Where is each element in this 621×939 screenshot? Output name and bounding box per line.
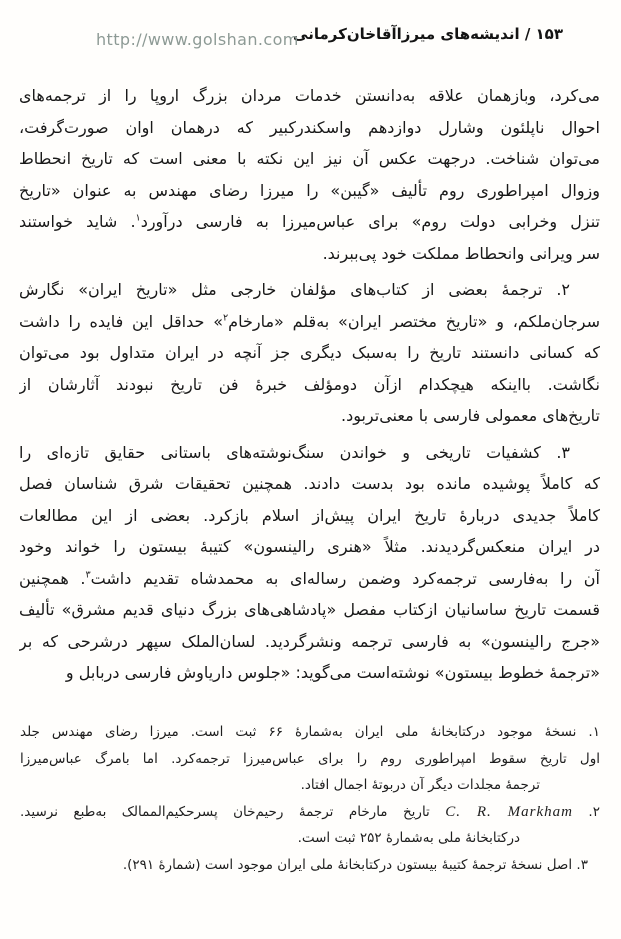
- body-line: [19, 306, 600, 338]
- body-line: [19, 437, 600, 469]
- body-line: [19, 400, 600, 432]
- text-segment: تاریخ مارخام ترجمهٔ رحیم‌خان پسرحکیم‌الممالک به‌طبع نرسید.: [20, 803, 446, 820]
- text-segment: می‌توان شناخت. درجهت عکس آن نیز این نکته با معنی است که تاریخ انحطاط: [19, 149, 600, 168]
- footnote-line: [20, 772, 600, 799]
- text-segment: . همچنین: [19, 568, 86, 588]
- text-segment: ترجمهٔ مجلدات دیگر آن دربوتهٔ اجمال افتاد.: [300, 777, 540, 793]
- footnote-reference-mark: ۱: [135, 212, 141, 224]
- footnote-2: [20, 799, 600, 852]
- body-line: [19, 143, 600, 175]
- text-segment: ۳. اصل نسخهٔ ترجمهٔ کتیبهٔ بیستون درکتابخانهٔ ملی ایران موجود است (شمارهٔ ۲۹۱).: [122, 856, 588, 873]
- body-line: [19, 80, 600, 112]
- text-segment: «جرج رالینسون» به فارسی ترجمه ونشرگردید. لسان‌الملک سپهر درشرحی که بر: [19, 631, 600, 651]
- text-segment: تنزل وخرابی دولت روم» برای عباس‌میرزا به فارسی درآورد: [140, 212, 600, 231]
- footnote-line: [20, 719, 600, 746]
- text-segment: تاریخ‌های معمولی فارسی با معنی‌تربود.: [340, 406, 600, 425]
- footnotes: [20, 719, 600, 878]
- body-line: [19, 500, 600, 532]
- text-segment: سرجان‌ملکم، و «تاریخ مختصر ایران» به‌قلم «مارخام: [228, 311, 600, 331]
- watermark-url: http://www.golshan.com: [96, 30, 299, 49]
- footnote-line: [20, 799, 600, 826]
- text-segment: «ترجمهٔ خطوط بیستون» نوشته‌است می‌گوید: «جلوس داریاوش فارسی دربابل و: [65, 663, 600, 682]
- body-line: [19, 337, 600, 369]
- body-text: [19, 80, 600, 689]
- body-line: [19, 594, 600, 626]
- text-segment: سر ویرانی وانحطاط مملکت خود پی‌ببرند.: [322, 243, 600, 263]
- body-line: [19, 175, 600, 207]
- text-segment: وزوال امپراطوری روم تألیف «گیبن» را میرزا رضای مهندس به عنوان «تاریخ: [19, 180, 600, 200]
- body-line: [19, 657, 600, 689]
- footnote-line: [20, 825, 600, 852]
- body-line: [19, 112, 600, 144]
- paragraph-2: [19, 274, 600, 432]
- footnote-line: [20, 852, 600, 879]
- text-segment: درکتابخانهٔ ملی به‌شمارهٔ ۲۵۲ ثبت است.: [297, 830, 520, 846]
- body-line: [19, 531, 600, 563]
- latin-author-name: C. R. Markham: [445, 803, 573, 820]
- text-segment: ۲.: [573, 803, 600, 820]
- text-segment: احوال ناپلئون وشارل دوازدهم واسکندرکبیر که درهمان اوان صورت‌گرفت،: [19, 117, 600, 137]
- body-line: [19, 468, 600, 500]
- footnote-1: [20, 719, 600, 799]
- text-segment: که کسانی دانستند تاریخ را به‌سبک دیگری جز آنچه در ایران متداول بود می‌توان: [19, 343, 600, 362]
- text-segment: ۱. نسخهٔ موجود درکتابخانهٔ ملی ایران به‌شمارهٔ ۶۶ ثبت است. میرزا رضای مهندس جلد: [20, 724, 600, 740]
- body-line: [19, 274, 600, 306]
- text-segment: . شاید خواستند: [19, 212, 136, 231]
- text-segment: که کاملاً پوشیده مانده بود بدست دادند. همچنین تحقیقات شرق شناسان فصل: [19, 474, 600, 493]
- footnote-reference-mark: ۳: [85, 569, 91, 581]
- footnote-3: [20, 852, 600, 879]
- body-line: [19, 238, 600, 270]
- text-segment: کاملاً جدیدی دربارهٔ تاریخ ایران پیش‌از اسلام بازکرد. بعضی از این مطالعات: [19, 505, 600, 525]
- paragraph-1: [19, 80, 600, 269]
- text-segment: در ایران منعکس‌گردیدند. مثلاً «هنری رالینسون» کتیبهٔ بیستون را خواند وخود: [19, 537, 600, 556]
- text-segment: اول تاریخ سقوط امپراطوری روم را برای عباس‌میرزا ترجمه‌کرد. اما بامرگ عباس‌میرزا: [20, 750, 600, 767]
- text-segment: » حداقل این فایده را داشت: [19, 311, 224, 331]
- body-line: [19, 563, 600, 595]
- text-segment: ۲. ترجمهٔ بعضی از کتاب‌های مؤلفان خارجی مثل «تاریخ ایران» نگارش: [19, 280, 570, 299]
- body-line: [19, 369, 600, 401]
- text-segment: آن را به‌فارسی ترجمه‌کرد وضمن رساله‌ای به محمدشاه تقدیم داشت: [90, 568, 600, 588]
- text-segment: نگاشت. بااینکه هیچکدام ازآن دومؤلف خبرهٔ فن تاریخ نبودند آثارشان از: [19, 374, 600, 394]
- body-line: [19, 206, 600, 238]
- body-line: [19, 626, 600, 658]
- text-segment: می‌کرد، وبازهمان علاقه به‌دانستن خدمات مردان بزرگ اروپا را از ترجمه‌های: [19, 86, 600, 105]
- text-segment: ۳. کشفیات تاریخی و خواندن سنگ‌نوشته‌های باستانی حقایق تازه‌ای را: [19, 442, 570, 462]
- text-segment: قسمت تاریخ ساسانیان ازکتاب مفصل «پادشاهی‌های بزرگ دنیای قدیم مشرق» تألیف: [19, 600, 600, 619]
- paragraph-3: [19, 437, 600, 689]
- page-number-and-book-title: ۱۵۳ / اندیشه‌های میرزاآقاخان‌کرمانی: [293, 25, 563, 43]
- footnote-line: [20, 746, 600, 773]
- footnote-reference-mark: ۲: [223, 312, 229, 324]
